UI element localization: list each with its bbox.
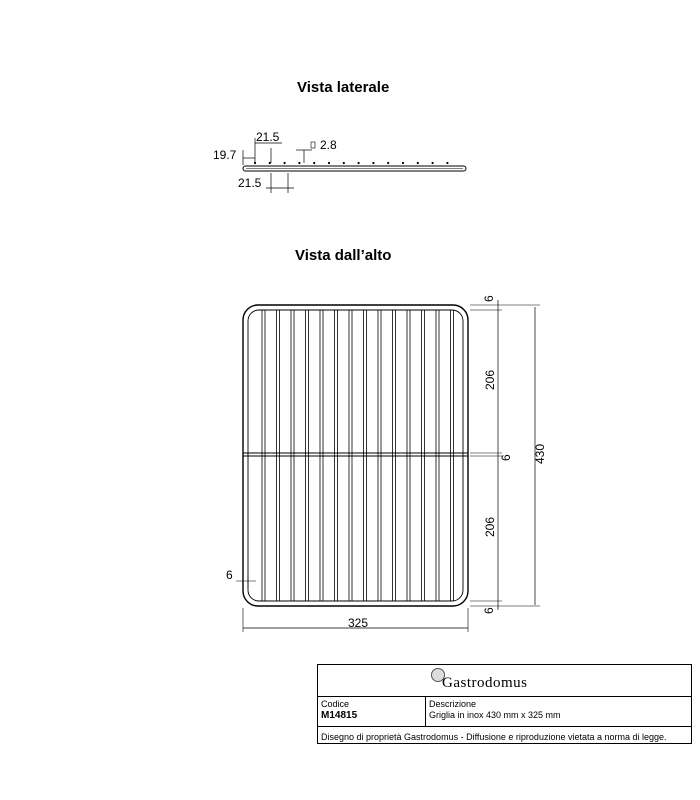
top-dim-upper-span: 206 (483, 369, 497, 390)
title-block-info-row (318, 697, 691, 727)
side-view-wire-dot (284, 162, 286, 164)
copyright-notice: Disegno di proprietà Gastrodomus - Diffusione e riproduzione vietata a norma di legge. (321, 732, 667, 742)
side-view-wire-dot (387, 162, 389, 164)
side-view-wire-dot (298, 162, 300, 164)
top-dim-center-bar: 6 (499, 454, 513, 461)
brand-name: Gastrodomus (442, 675, 528, 691)
top-dim-bottom-margin: 6 (482, 607, 496, 614)
side-view-wire-dot (446, 162, 448, 164)
side-dim-wire-diameter: 2.8 (320, 138, 337, 152)
grid-wires (262, 310, 454, 601)
side-view-wire-dot (328, 162, 330, 164)
side-dim-left-offset: 19.7 (213, 148, 237, 162)
side-view-wire-dot (343, 162, 345, 164)
code-cell (318, 697, 426, 726)
side-view (243, 138, 466, 193)
top-view (236, 300, 540, 632)
code-label: Codice (321, 699, 350, 709)
side-view-wire-dot (372, 162, 374, 164)
top-dim-left-margin: 6 (226, 568, 233, 582)
side-view-wire-dot (358, 162, 360, 164)
title-block (317, 664, 692, 744)
top-dim-lower-span: 206 (483, 516, 497, 537)
side-view-wire-dot (313, 162, 315, 164)
side-view-wire-dot (402, 162, 404, 164)
side-view-wire-dots (254, 162, 449, 164)
grid-inner-frame (248, 310, 463, 601)
side-view-wire-dot (269, 162, 271, 164)
description-label: Descrizione (429, 699, 477, 709)
top-dim-total-height: 430 (533, 443, 547, 464)
top-dim-total-width: 325 (348, 616, 369, 630)
product-description: Griglia in inox 430 mm x 325 mm (429, 710, 561, 720)
title-block-logo-row (318, 665, 691, 697)
side-view-title: Vista laterale (297, 79, 390, 96)
side-dim-pitch-bottom: 21.5 (238, 176, 262, 190)
side-view-wire-dot (417, 162, 419, 164)
wire-section-mark (311, 142, 315, 148)
side-dim-pitch-top: 21.5 (256, 130, 280, 144)
product-code: M14815 (321, 710, 358, 721)
top-dim-top-margin: 6 (482, 295, 496, 302)
side-view-wire-dot (432, 162, 434, 164)
top-view-title: Vista dall’alto (295, 247, 392, 264)
